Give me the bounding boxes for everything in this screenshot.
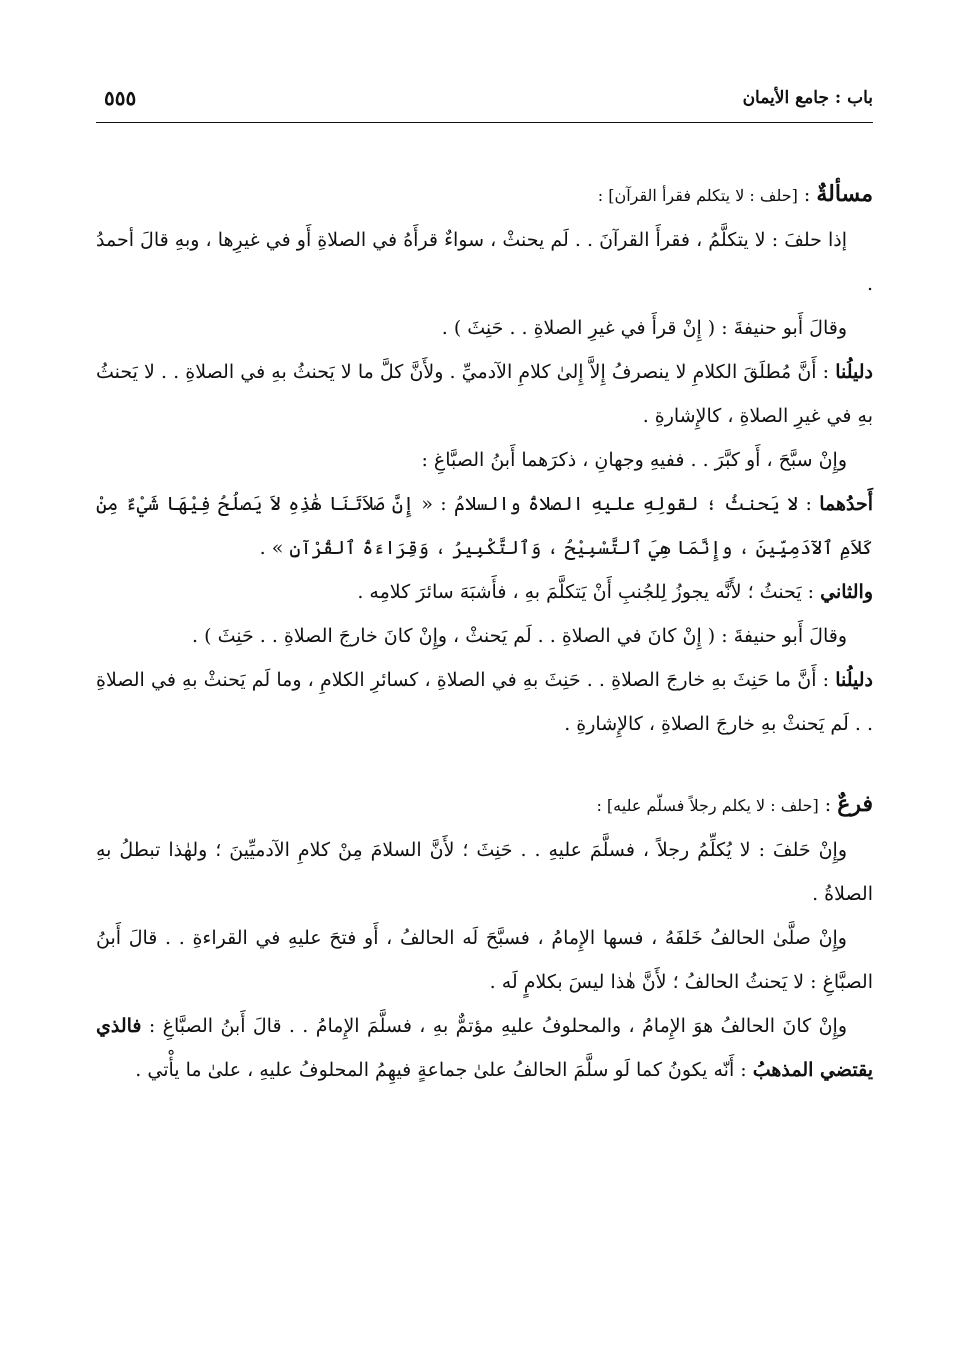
second-view-text: : يَحنثُ ؛ لأَنَّه يجوزُ لِلجُنبِ أَنْ يَتكلَّمَ بهِ ، فأَشبَهَ سائرَ كلامِه .	[357, 581, 821, 603]
far-colon: :	[818, 794, 838, 816]
page-number: ٥٥٥	[104, 86, 137, 110]
masala-paragraph-1: إذا حلفَ : لا يتكلَّمُ ، فقرأَ القرآنَ . . لَم يحنثْ ، سواءٌ قرأَهُ في الصلاةِ أَو في غيرِها ، وبهِ قالَ أحمدُ .	[96, 229, 873, 295]
madhhab-ruling-label: فالذي يقتضي المذهبُ	[96, 1015, 873, 1081]
far-paragraph-1: وإِنْ حَلفَ : لا يُكلِّمُ رجلاً ، فسلَّمَ عليهِ . . حَنِثَ ؛ لأَنَّ السلامَ مِنْ كلامِ الآدميِّينَ ؛ ولهٰذا تبطلُ بهِ الصلاةُ .	[96, 839, 873, 905]
masala-paragraph-6	[96, 570, 873, 614]
far-paragraph-3-start: وإِنْ كانَ الحالفُ هوَ الإِمامُ ، والمحلوفُ عليهِ مؤتمٌّ بهِ ، فسلَّمَ الإِمامُ . . قالَ أَبنُ الصبَّاغِ :	[141, 1015, 847, 1037]
page-header	[96, 78, 873, 123]
second-view-label: والثاني	[820, 581, 873, 603]
masala-title: مسألةٌ	[816, 181, 873, 207]
far-note: [حلف : لا يكلم رجلاً فسلّم عليه] :	[596, 796, 819, 815]
masala-paragraph-8	[96, 658, 873, 746]
far-heading	[96, 782, 873, 828]
running-head: باب : جامع الأيمان	[742, 88, 873, 108]
far-paragraph-3-end: : أَنّه يكونُ كما لَو سلَّمَ الحالفُ علىٰ جماعةٍ فيهِمُ المحلوفُ عليهِ ، علىٰ ما يأْتي .	[135, 1059, 753, 1081]
masala-heading	[96, 172, 873, 218]
masala-paragraph-4: وإِنْ سبَّحَ ، أَو كبَّرَ . . ففيهِ وجهانِ ، ذكرَهما أَبنُ الصبَّاغِ :	[421, 449, 847, 471]
masala-paragraph-5	[96, 482, 873, 570]
masala-colon: :	[797, 184, 817, 206]
masala-note: [حلف : لا يتكلم فقرأ القرآن] :	[597, 186, 798, 205]
first-view-text: : لا يَحنثُ ؛ لقولِهِ عليهِ الصلاةُ والسلامُ : « إِنَّ صَلاَتَنَا هَٰذِهِ لاَ يَصلُحُ فِيْهَا شَيْءٌ مِنْ كَلاَمِ ٱلآدَمِيِّينَ ، وإِنَّمَا هِيَ ٱلتَّسْبِيْحُ ، وَٱلتَّكْبِيرُ ، وَقِرَاءَةُ ٱلقُرْآنِ » .	[96, 493, 873, 559]
evidence-text: : أَنَّ مُطلَقَ الكلامِ لا ينصرفُ إِلاَّ إِلىٰ كلامِ الآدميِّ . ولأَنَّ كلَّ ما لا يَحنثُ بهِ في الصلاةِ . . لا يَحنثُ بهِ في غيرِ الصلاةِ ، كالإِشارةِ .	[96, 361, 873, 427]
far-title: فرعٌ	[837, 791, 873, 817]
page-content	[96, 172, 873, 1092]
evidence-text-2: : أَنَّ ما حَنِثَ بهِ خارجَ الصلاةِ . . حَنِثَ بهِ في الصلاةِ ، كسائرِ الكلامِ ، وما لَم يَحنثْ بهِ في الصلاةِ . . لَم يَحنثْ بهِ خارجَ الصلاةِ ، كالإِشارةِ .	[96, 669, 873, 735]
first-view-label: أَحدُهما	[819, 493, 873, 515]
masala-paragraph-7: وقالَ أَبو حنيفةَ : ( إِنْ كانَ في الصلاةِ . . لَم يَحنثْ ، وإِنْ كانَ خارجَ الصلاةِ . . حَنِثَ ) .	[192, 625, 847, 647]
evidence-label: دليلُنا	[835, 361, 873, 383]
evidence-label-2: دليلُنا	[835, 669, 873, 691]
far-paragraph-3	[96, 1004, 873, 1092]
far-paragraph-2: وإِنْ صلَّىٰ الحالفُ خَلفَهُ ، فسها الإِمامُ ، فسبَّحَ لَه الحالفُ ، أَو فتحَ عليهِ في القراءةِ . . قالَ أَبنُ الصبَّاغِ : لا يَحنثُ الحالفُ ؛ لأَنَّ هٰذا ليسَ بكلامٍ لَه .	[96, 927, 873, 993]
masala-paragraph-3	[96, 350, 873, 438]
masala-paragraph-2: وقالَ أَبو حنيفةَ : ( إِنْ قرأَ في غيرِ الصلاةِ . . حَنِثَ ) .	[441, 317, 847, 339]
